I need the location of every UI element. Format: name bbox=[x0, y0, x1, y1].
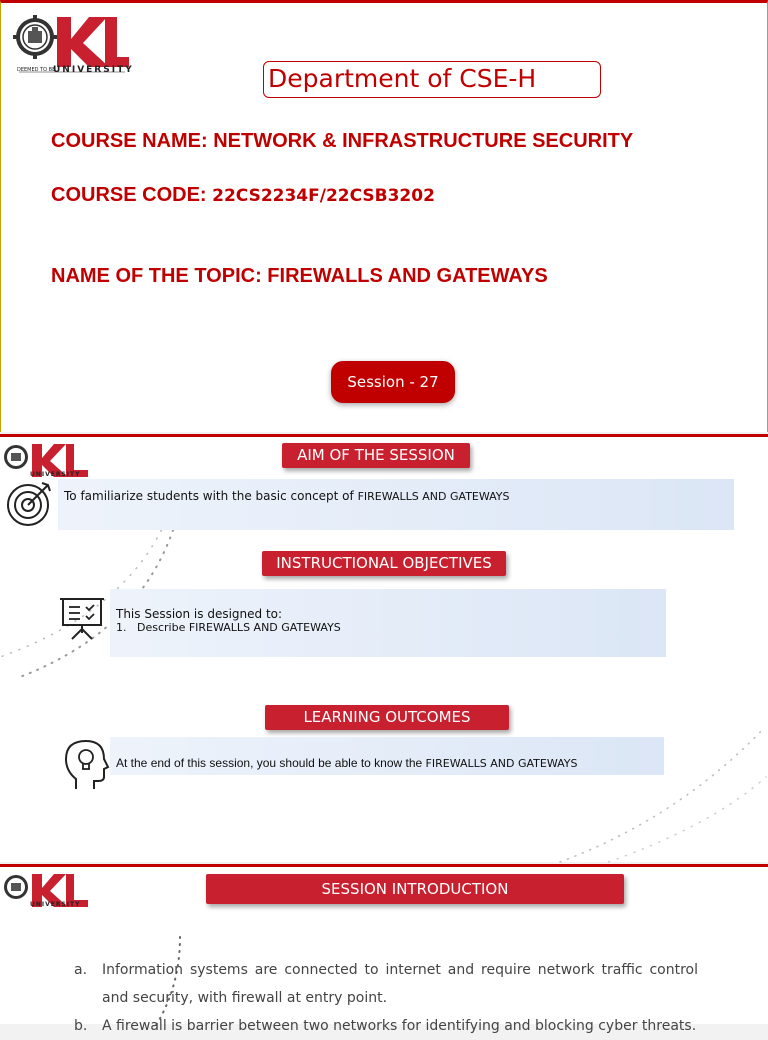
objectives-box bbox=[110, 589, 666, 657]
course-code-value: 22CS2234F/22CSB3202 bbox=[212, 186, 435, 206]
aim-header: AIM OF THE SESSION bbox=[282, 443, 470, 468]
logo-university-text: UNIVERSITY bbox=[53, 65, 134, 75]
logo-university-text: UNIVERSITY bbox=[30, 471, 81, 478]
kl-logo-icon bbox=[2, 871, 90, 911]
objective-topic: FIREWALLS AND GATEWAYS bbox=[188, 621, 341, 634]
kl-logo-icon bbox=[2, 441, 90, 481]
kl-logo-icon bbox=[13, 9, 134, 79]
dotted-curve-decoration bbox=[560, 687, 768, 867]
course-name: COURSE NAME: NETWORK & INFRASTRUCTURE SECURITY bbox=[51, 130, 634, 152]
course-code bbox=[51, 184, 435, 207]
list-marker: b. bbox=[74, 1018, 88, 1034]
list-item bbox=[74, 956, 698, 1012]
session-badge: Session - 27 bbox=[331, 361, 455, 403]
list-text: A firewall is barrier between two networks for identifying and blocking cyber threats. bbox=[102, 1018, 697, 1034]
objectives-intro: This Session is designed to: bbox=[116, 607, 283, 621]
head-lightbulb-icon bbox=[62, 737, 110, 795]
objective-number: 1. bbox=[116, 621, 127, 634]
outcomes-topic: FIREWALLS AND GATEWAYS bbox=[425, 757, 578, 770]
outcomes-header: LEARNING OUTCOMES bbox=[265, 705, 509, 730]
intro-header: SESSION INTRODUCTION bbox=[206, 874, 624, 904]
list-marker: a. bbox=[74, 962, 88, 978]
department-title: Department of CSE-H bbox=[263, 61, 601, 98]
introduction-slide bbox=[0, 864, 768, 1034]
aim-text: To familiarize students with the basic concept of bbox=[64, 489, 358, 503]
aim-text-box bbox=[58, 479, 734, 530]
objective-text: Describe bbox=[137, 621, 189, 634]
list-text: Information systems are connected to internet and require network traffic control and security, with firewall at entry point. bbox=[102, 962, 698, 1006]
aim-topic: FIREWALLS AND GATEWAYS bbox=[357, 490, 510, 503]
target-icon bbox=[6, 479, 54, 531]
title-slide bbox=[0, 0, 768, 432]
topic-name: NAME OF THE TOPIC: FIREWALLS AND GATEWAYS bbox=[51, 265, 548, 287]
presentation-board-icon bbox=[58, 595, 106, 645]
list-item bbox=[74, 1012, 698, 1040]
outcomes-text: At the end of this session, you should be able to know the bbox=[116, 756, 426, 770]
objectives-header: INSTRUCTIONAL OBJECTIVES bbox=[262, 551, 506, 576]
aim-slide bbox=[0, 434, 768, 862]
objective-item bbox=[116, 621, 660, 635]
logo-deemed-text: DEEMED TO BE bbox=[17, 67, 56, 73]
logo-university-text: UNIVERSITY bbox=[30, 901, 81, 908]
course-code-label: COURSE CODE: bbox=[51, 184, 213, 206]
